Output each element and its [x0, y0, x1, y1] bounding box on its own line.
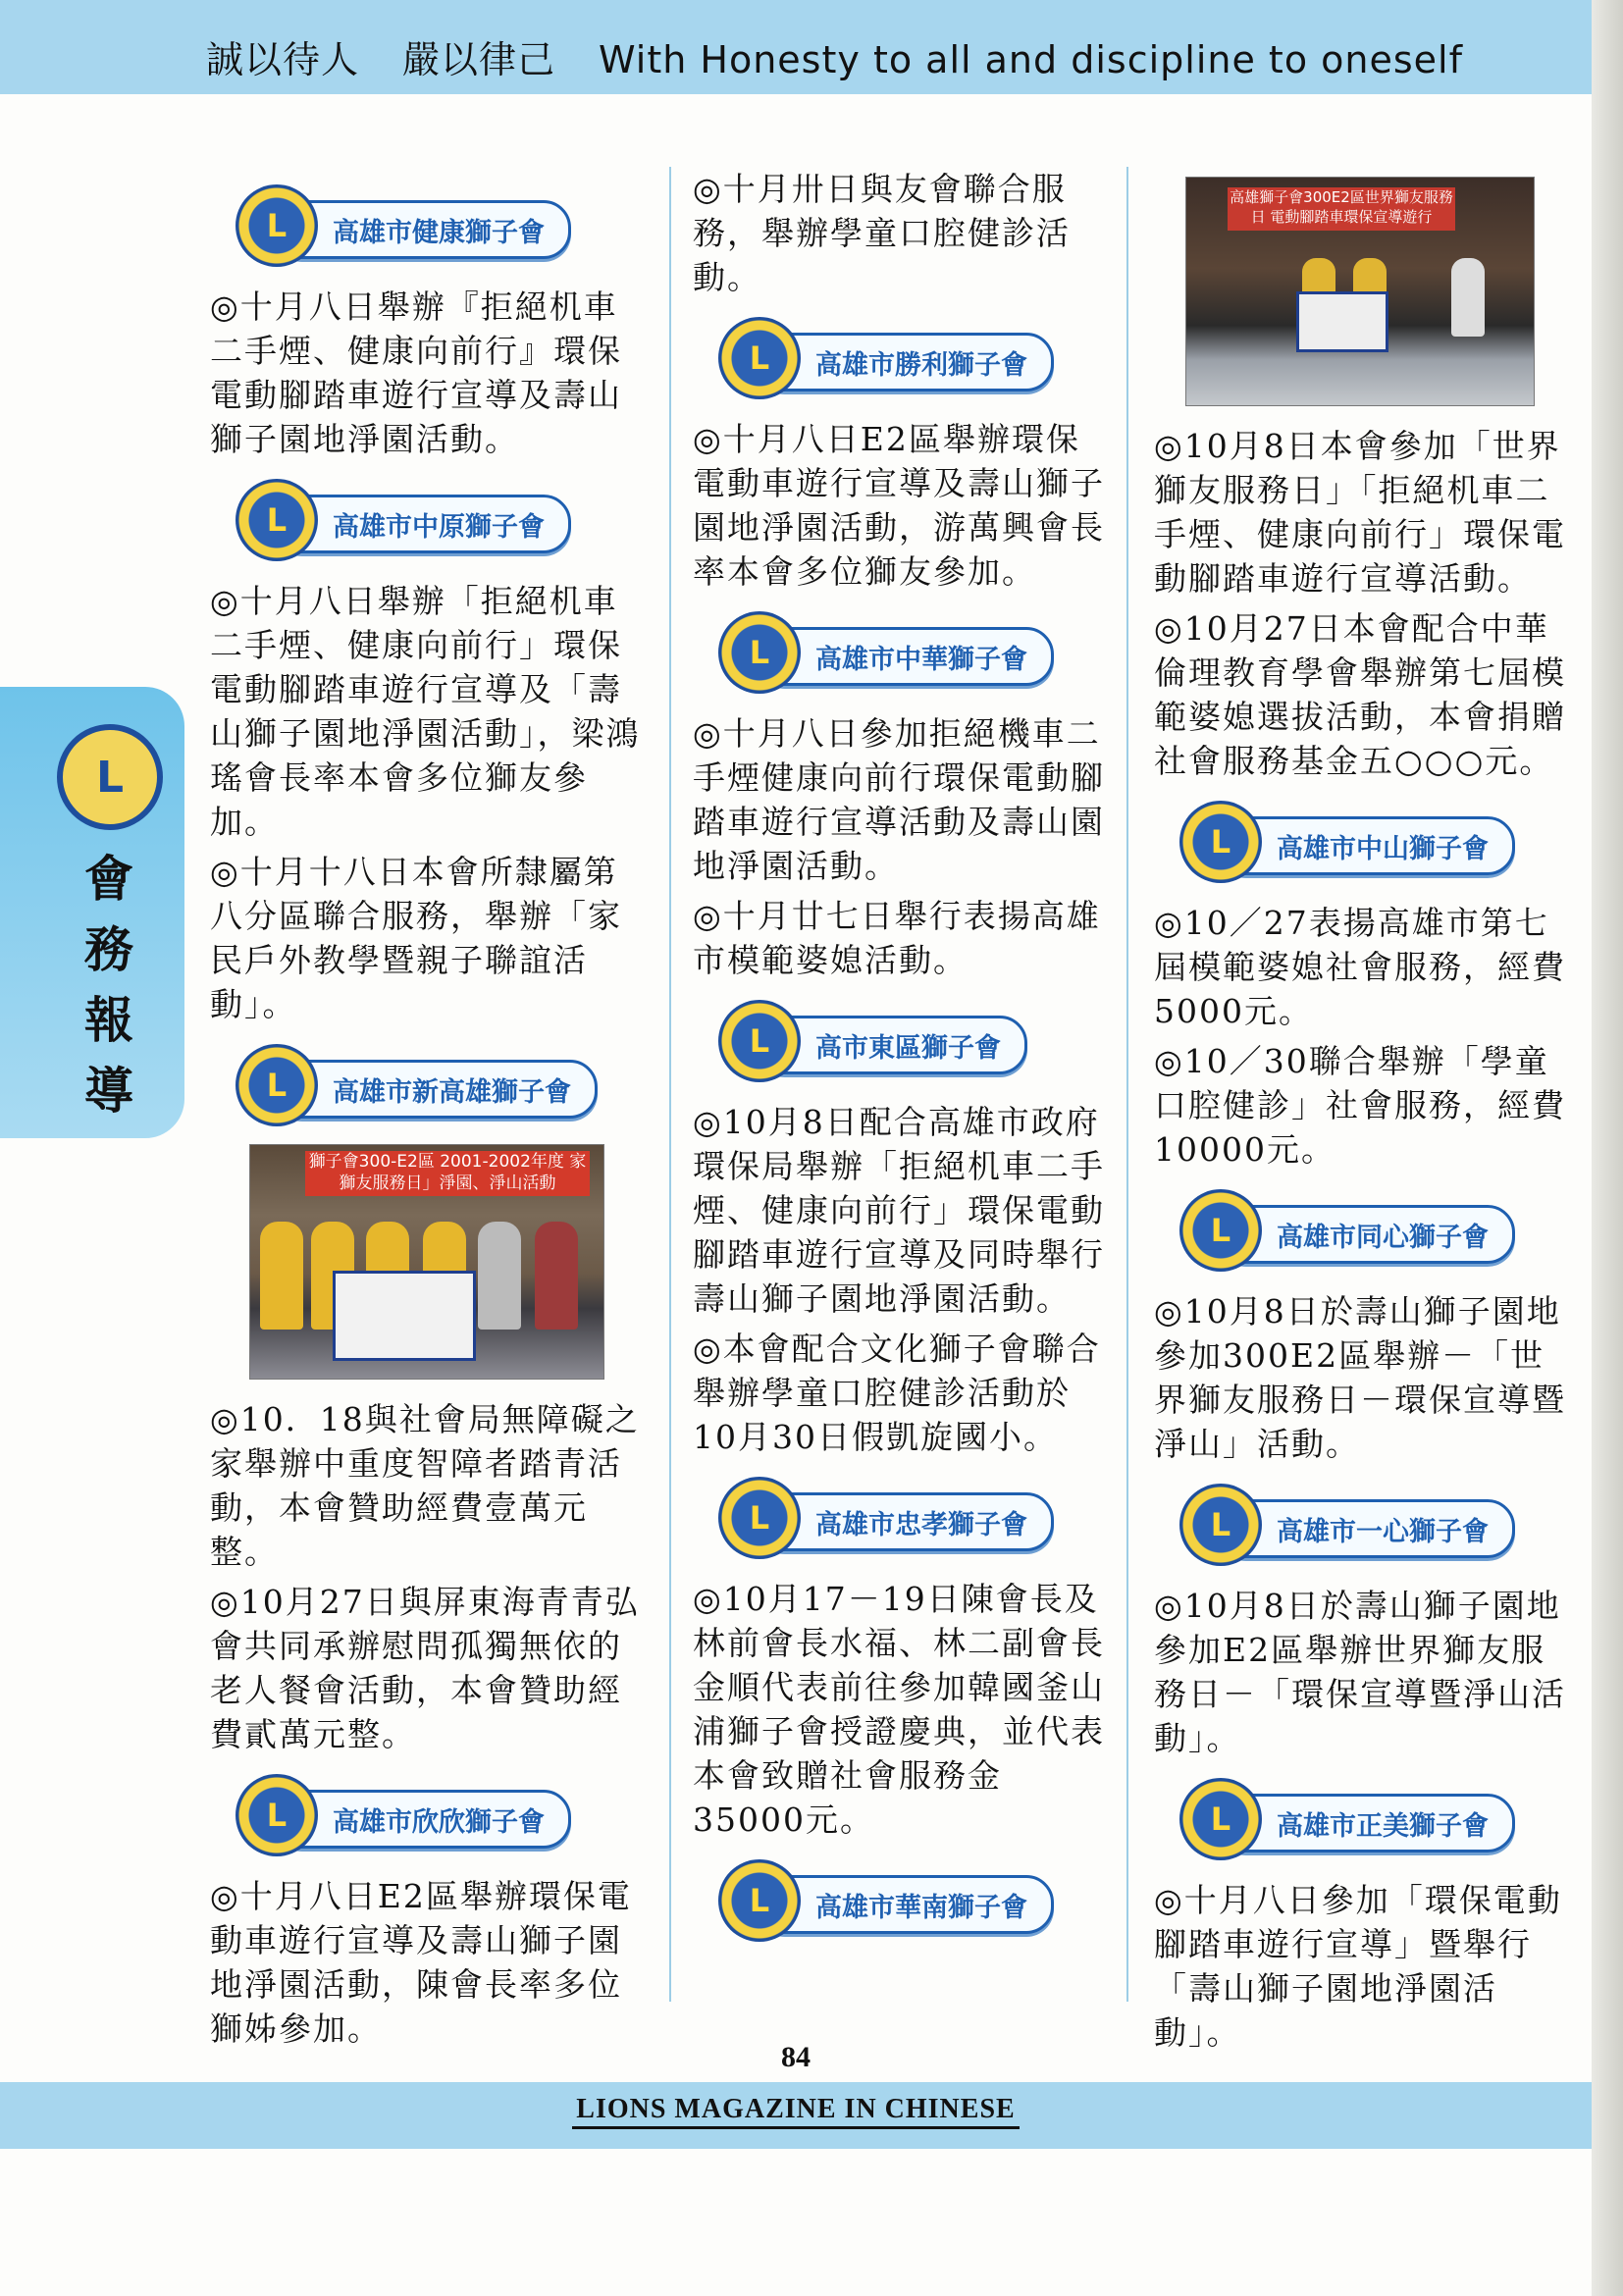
motto-cn-1: 誠以待人 [206, 38, 360, 81]
club-name: 高雄市健康獅子會 [275, 200, 571, 259]
club-heading [1179, 1484, 1574, 1566]
club-name: 高雄市同心獅子會 [1219, 1205, 1515, 1264]
club-name: 高雄市欣欣獅子會 [275, 1790, 571, 1849]
person-figure [1451, 258, 1485, 337]
person-figure [260, 1222, 303, 1330]
article-text: ◎10月8日於壽山獅子園地參加300E2區舉辦－「世界獅友服務日－環保宣導暨淨山」活動。 [1154, 1292, 1566, 1463]
lions-logo-icon: L [718, 1859, 801, 1942]
club-heading [718, 1000, 1111, 1082]
article-text: ◎10月8日於壽山獅子園地參加E2區舉辦世界獅友服務日－「環保宣導暨淨山活動」。 [1154, 1587, 1566, 1757]
club-heading [718, 1477, 1111, 1559]
article-text: ◎十月八日舉辦『拒絕机車二手煙、健康向前行』環保電動腳踏車遊行宣導及壽山獅子園地淨園活動。 [210, 287, 622, 458]
club-heading [718, 317, 1111, 399]
club-name: 高雄市勝利獅子會 [758, 333, 1054, 391]
motto-cn-2: 嚴以律己 [402, 38, 556, 81]
club-heading [236, 1774, 650, 1856]
article-text: ◎10／27表揚高雄市第七屆模範婆媳社會服務，經費5000元。 [1154, 904, 1566, 1030]
flag-image [333, 1271, 476, 1361]
club-heading [236, 479, 650, 561]
column-1 [210, 167, 650, 2057]
club-heading [1179, 801, 1574, 883]
article-text: ◎10．18與社會局無障礙之家舉辦中重度智障者踏青活動，本會贊助經費壹萬元整。 [210, 1400, 640, 1571]
article-text: ◎10月27日本會配合中華倫理教育學會舉辦第七屆模範婆媳選拔活動，本會捐贈社會服務基金五○○○元。 [1154, 609, 1566, 780]
club-name: 高雄市中山獅子會 [1219, 816, 1515, 875]
motto [206, 29, 1463, 83]
column-3 [1154, 177, 1574, 2061]
section-char: 務 [84, 921, 133, 978]
club-heading [718, 611, 1111, 694]
article-text: ◎十月八日E2區舉辦環保電動車遊行宣導及壽山獅子園地淨園活動，陳會長率多位獅姊參加。 [210, 1877, 632, 2048]
section-title [75, 844, 143, 1126]
club-name: 高雄市中華獅子會 [758, 627, 1054, 686]
lions-logo-icon: L [1179, 1484, 1262, 1566]
event-photo [249, 1144, 604, 1380]
club-heading [718, 1859, 1111, 1942]
column-divider [669, 167, 671, 2002]
section-char: 報 [84, 992, 133, 1049]
article-text: ◎十月廿七日舉行表揚高雄市模範婆媳活動。 [693, 897, 1101, 979]
lions-logo-icon: L [236, 479, 318, 561]
club-name: 高雄市中原獅子會 [275, 495, 571, 553]
photo-banner-text: 獅子會300-E2區 2001-2002年度 家獅友服務日」淨園、淨山活動 [305, 1151, 590, 1196]
lions-logo-icon: L [718, 317, 801, 399]
lions-logo-icon: L [1179, 1189, 1262, 1272]
magazine-title: LIONS MAGAZINE IN CHINESE [0, 2094, 1592, 2125]
page-number: 84 [781, 2041, 811, 2073]
article-text: ◎10月8日本會參加「世界獅友服務日」「拒絕机車二手煙、健康向前行」環保電動腳踏車遊行宣導活動。 [1154, 427, 1566, 598]
article-text: ◎十月八日參加「環保電動腳踏車遊行宣導」暨舉行「壽山獅子園地淨園活動」。 [1154, 1881, 1562, 2052]
club-name: 高雄市華南獅子會 [758, 1875, 1054, 1934]
column-2 [693, 167, 1111, 1959]
club-name: 高雄市新高雄獅子會 [275, 1060, 598, 1119]
lions-logo-icon: L [718, 1000, 801, 1082]
section-char: 會 [84, 851, 133, 908]
person-figure [478, 1222, 521, 1330]
lions-logo-icon: L [236, 1774, 318, 1856]
article-text: ◎十月八日E2區舉辦環保電動車遊行宣導及壽山獅子園地淨園活動，游萬興會長率本會多位獅友參加。 [693, 420, 1105, 591]
section-tab [0, 687, 184, 1138]
article-text: ◎十月八日舉辦「拒絕机車二手煙、健康向前行」環保電動腳踏車遊行宣導及「壽山獅子園地淨園活動」，梁鴻瑤會長率本會多位獅友參加。 [210, 582, 641, 841]
article-text: ◎10月8日配合高雄市政府環保局舉辦「拒絕机車二手煙、健康向前行」環保電動腳踏車遊行宣導及同時舉行壽山獅子園地淨園活動。 [693, 1103, 1105, 1318]
article-text: ◎十月卅日與友會聯合服務，舉辦學童口腔健診活動。 [693, 170, 1071, 296]
article-text: ◎本會配合文化獅子會聯合舉辦學童口腔健診活動於10月30日假凱旋國小。 [693, 1330, 1101, 1456]
lions-emblem-icon: L [57, 724, 163, 830]
person-figure [535, 1222, 578, 1330]
motto-en: With Honesty to all and discipline to oneself [599, 38, 1463, 81]
article-text: ◎10／30聯合舉辦「學童口腔健診」社會服務，經費10000元。 [1154, 1042, 1566, 1169]
club-heading [1179, 1189, 1574, 1272]
lions-logo-icon: L [1179, 801, 1262, 883]
article-text: ◎十月八日參加拒絕機車二手煙健康向前行環保電動腳踏車遊行宣導活動及壽山園地淨園活動。 [693, 714, 1105, 885]
page-edge [1592, 0, 1623, 2296]
photo-banner-text: 高雄獅子會300E2區世界獅友服務日 電動腳踏車環保宣導遊行 [1228, 187, 1455, 231]
club-name: 高雄市正美獅子會 [1219, 1794, 1515, 1852]
lions-logo-icon: L [718, 611, 801, 694]
club-heading [236, 184, 650, 267]
lions-logo-icon: L [1179, 1778, 1262, 1860]
event-photo [1185, 177, 1535, 406]
lions-logo-icon: L [236, 184, 318, 267]
club-heading [1179, 1778, 1574, 1860]
lions-logo-icon: L [718, 1477, 801, 1559]
flag-image [1296, 291, 1388, 352]
article-text: ◎10月17－19日陳會長及林前會長水福、林二副會長金順代表前往參加韓國釜山浦獅子會授證慶典，並代表本會致贈社會服務金35000元。 [693, 1580, 1105, 1839]
club-name: 高雄市忠孝獅子會 [758, 1492, 1054, 1551]
section-char: 導 [84, 1063, 133, 1120]
club-heading [236, 1044, 650, 1126]
article-text: ◎十月十八日本會所隸屬第八分區聯合服務，舉辦「家民戶外教學暨親子聯誼活動」。 [210, 853, 622, 1023]
lions-logo-icon: L [236, 1044, 318, 1126]
club-name: 高市東區獅子會 [758, 1016, 1027, 1074]
article-text: ◎10月27日與屏東海青青弘會共同承辦慰問孤獨無依的老人餐會活動，本會贊助經費貳萬元整。 [210, 1583, 640, 1753]
club-name: 高雄市一心獅子會 [1219, 1499, 1515, 1558]
column-divider [1126, 167, 1128, 2002]
